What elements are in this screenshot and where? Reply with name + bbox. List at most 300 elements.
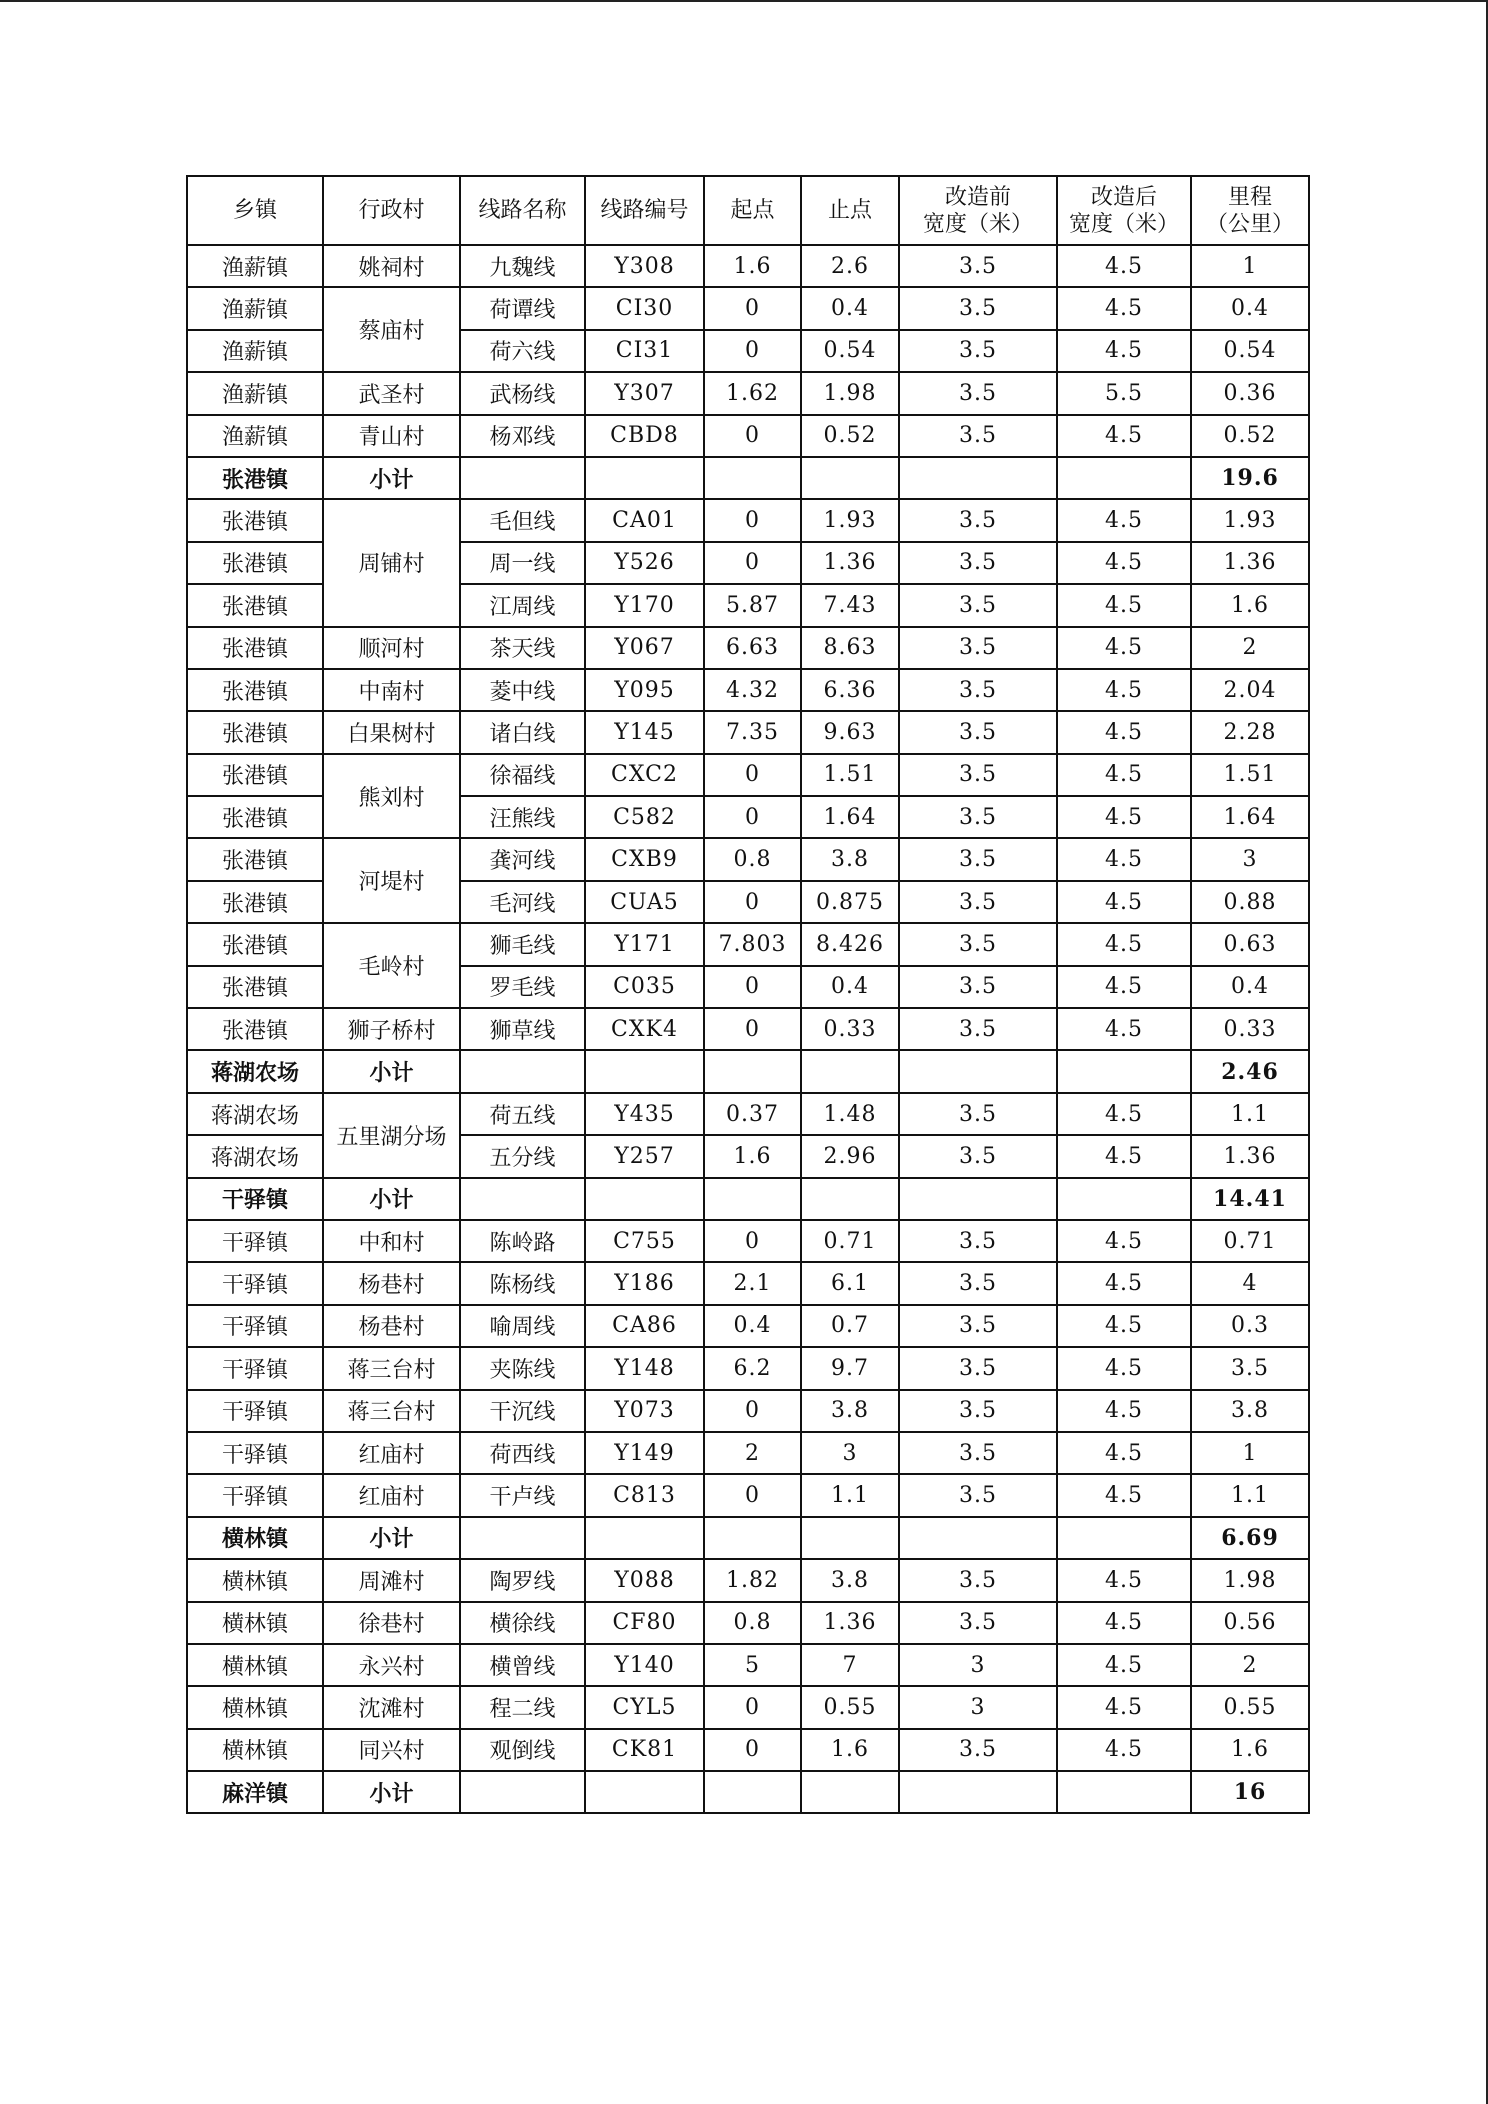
mileage-cell: 2.28 [1191, 711, 1309, 753]
route-code-cell: Y095 [585, 669, 704, 711]
village-cell: 徐巷村 [323, 1602, 460, 1644]
route-code-cell [585, 1771, 704, 1813]
end-cell: 0.71 [801, 1220, 899, 1262]
table-row [187, 1729, 1309, 1771]
mileage-cell: 0.52 [1191, 415, 1309, 457]
start-cell: 1.62 [704, 372, 801, 414]
mileage-cell: 1.6 [1191, 1729, 1309, 1771]
start-cell: 0 [704, 542, 801, 584]
route-code-cell: C035 [585, 966, 704, 1008]
subtotal-row [187, 1178, 1309, 1220]
route-code-cell: Y145 [585, 711, 704, 753]
width-after-cell: 4.5 [1057, 711, 1191, 753]
route-code-cell: CUA5 [585, 881, 704, 923]
end-cell: 8.426 [801, 923, 899, 965]
end-cell: 0.7 [801, 1305, 899, 1347]
end-cell: 0.54 [801, 330, 899, 372]
township-cell: 张港镇 [187, 627, 323, 669]
start-cell [704, 1178, 801, 1220]
village-cell: 周铺村 [323, 499, 460, 626]
width-after-cell: 4.5 [1057, 542, 1191, 584]
width-before-cell: 3.5 [899, 669, 1057, 711]
township-cell: 横林镇 [187, 1559, 323, 1601]
mileage-cell: 2 [1191, 627, 1309, 669]
village-cell: 中和村 [323, 1220, 460, 1262]
start-cell [704, 457, 801, 499]
width-before-cell: 3.5 [899, 754, 1057, 796]
route-code-cell: CA01 [585, 499, 704, 541]
township-cell: 干驿镇 [187, 1178, 323, 1220]
end-cell: 6.1 [801, 1262, 899, 1304]
village-cell: 小计 [323, 1771, 460, 1813]
width-before-cell: 3.5 [899, 1390, 1057, 1432]
route-name-cell: 狮草线 [460, 1008, 585, 1050]
width-after-cell: 4.5 [1057, 1093, 1191, 1135]
end-cell: 0.875 [801, 881, 899, 923]
mileage-cell: 3 [1191, 838, 1309, 880]
mileage-cell: 0.33 [1191, 1008, 1309, 1050]
route-name-cell: 罗毛线 [460, 966, 585, 1008]
width-before-cell: 3.5 [899, 838, 1057, 880]
mileage-cell: 3.8 [1191, 1390, 1309, 1432]
start-cell [704, 1050, 801, 1092]
start-cell: 0 [704, 1008, 801, 1050]
width-after-cell: 4.5 [1057, 330, 1191, 372]
route-name-cell: 陶罗线 [460, 1559, 585, 1601]
width-after-cell: 4.5 [1057, 415, 1191, 457]
subtotal-row [187, 1050, 1309, 1092]
route-name-cell: 毛但线 [460, 499, 585, 541]
township-cell: 干驿镇 [187, 1474, 323, 1516]
end-cell: 8.63 [801, 627, 899, 669]
width-before-cell: 3.5 [899, 584, 1057, 626]
mileage-cell: 1.51 [1191, 754, 1309, 796]
village-cell: 熊刘村 [323, 754, 460, 839]
width-before-cell: 3.5 [899, 1305, 1057, 1347]
end-cell: 1.93 [801, 499, 899, 541]
width-after-cell: 4.5 [1057, 627, 1191, 669]
width-before-cell: 3.5 [899, 1347, 1057, 1389]
width-after-cell: 4.5 [1057, 287, 1191, 329]
width-before-cell: 3.5 [899, 627, 1057, 669]
width-before-cell [899, 1771, 1057, 1813]
route-code-cell: Y308 [585, 245, 704, 287]
township-cell: 干驿镇 [187, 1262, 323, 1304]
township-cell: 张港镇 [187, 542, 323, 584]
width-after-cell [1057, 1178, 1191, 1220]
route-name-cell: 荷谭线 [460, 287, 585, 329]
end-cell [801, 1771, 899, 1813]
table-row [187, 372, 1309, 414]
route-code-cell: Y149 [585, 1432, 704, 1474]
route-name-cell [460, 457, 585, 499]
route-code-cell: Y067 [585, 627, 704, 669]
start-cell: 1.6 [704, 245, 801, 287]
width-after-cell: 4.5 [1057, 1220, 1191, 1262]
table-row [187, 1602, 1309, 1644]
route-name-cell: 茶天线 [460, 627, 585, 669]
width-before-cell: 3.5 [899, 1262, 1057, 1304]
village-cell: 同兴村 [323, 1729, 460, 1771]
mileage-cell: 4 [1191, 1262, 1309, 1304]
mileage-cell: 6.69 [1191, 1517, 1309, 1559]
width-after-cell: 4.5 [1057, 1559, 1191, 1601]
route-code-cell: CA86 [585, 1305, 704, 1347]
end-cell: 6.36 [801, 669, 899, 711]
end-cell: 1.36 [801, 542, 899, 584]
start-cell: 0.4 [704, 1305, 801, 1347]
width-before-cell: 3.5 [899, 1559, 1057, 1601]
village-cell: 杨巷村 [323, 1262, 460, 1304]
table-row [187, 838, 1309, 880]
route-name-cell [460, 1771, 585, 1813]
width-after-cell: 4.5 [1057, 499, 1191, 541]
township-cell: 干驿镇 [187, 1390, 323, 1432]
township-cell: 渔薪镇 [187, 287, 323, 329]
width-after-cell: 4.5 [1057, 245, 1191, 287]
width-before-cell: 3.5 [899, 1008, 1057, 1050]
table-row [187, 669, 1309, 711]
mileage-cell: 2.46 [1191, 1050, 1309, 1092]
width-after-cell [1057, 1050, 1191, 1092]
width-before-cell: 3.5 [899, 372, 1057, 414]
start-cell: 1.6 [704, 1135, 801, 1177]
route-name-cell: 杨邓线 [460, 415, 585, 457]
width-after-cell: 4.5 [1057, 1432, 1191, 1474]
width-after-cell: 4.5 [1057, 1135, 1191, 1177]
table-row [187, 499, 1309, 541]
township-cell: 横林镇 [187, 1729, 323, 1771]
route-code-cell: Y171 [585, 923, 704, 965]
start-cell: 2 [704, 1432, 801, 1474]
mileage-cell: 19.6 [1191, 457, 1309, 499]
table-row [187, 1347, 1309, 1389]
width-after-cell: 4.5 [1057, 923, 1191, 965]
start-cell: 0 [704, 1390, 801, 1432]
width-before-cell: 3.5 [899, 415, 1057, 457]
mileage-cell: 0.3 [1191, 1305, 1309, 1347]
mileage-cell: 1.1 [1191, 1093, 1309, 1135]
village-cell: 小计 [323, 1517, 460, 1559]
village-cell: 武圣村 [323, 372, 460, 414]
route-name-cell: 周一线 [460, 542, 585, 584]
width-after-cell [1057, 457, 1191, 499]
start-cell: 0 [704, 499, 801, 541]
end-cell: 1.36 [801, 1602, 899, 1644]
width-after-cell: 4.5 [1057, 1644, 1191, 1686]
village-cell: 杨巷村 [323, 1305, 460, 1347]
route-code-cell: CF80 [585, 1602, 704, 1644]
width-after-cell: 4.5 [1057, 1262, 1191, 1304]
start-cell: 0 [704, 1474, 801, 1516]
width-before-cell: 3.5 [899, 796, 1057, 838]
route-code-cell: CXK4 [585, 1008, 704, 1050]
mileage-cell: 0.4 [1191, 287, 1309, 329]
start-cell: 0 [704, 796, 801, 838]
road-renovation-table [186, 175, 1310, 1814]
start-cell [704, 1771, 801, 1813]
table-row [187, 627, 1309, 669]
end-cell [801, 1517, 899, 1559]
route-code-cell: C755 [585, 1220, 704, 1262]
header-mileage: 里程 （公里） [1191, 176, 1309, 245]
route-code-cell: C582 [585, 796, 704, 838]
township-cell: 横林镇 [187, 1602, 323, 1644]
table-row [187, 1220, 1309, 1262]
mileage-cell: 0.55 [1191, 1686, 1309, 1728]
route-name-cell: 龚河线 [460, 838, 585, 880]
subtotal-row [187, 457, 1309, 499]
start-cell: 0 [704, 415, 801, 457]
route-name-cell: 菱中线 [460, 669, 585, 711]
township-cell: 张港镇 [187, 881, 323, 923]
header-township: 乡镇 [187, 176, 323, 245]
mileage-cell: 1.98 [1191, 1559, 1309, 1601]
header-start: 起点 [704, 176, 801, 245]
route-code-cell: Y435 [585, 1093, 704, 1135]
table-row [187, 1644, 1309, 1686]
route-name-cell: 陈岭路 [460, 1220, 585, 1262]
township-cell: 麻洋镇 [187, 1771, 323, 1813]
mileage-cell: 16 [1191, 1771, 1309, 1813]
table-row [187, 754, 1309, 796]
township-cell: 张港镇 [187, 923, 323, 965]
township-cell: 干驿镇 [187, 1432, 323, 1474]
route-name-cell [460, 1050, 585, 1092]
width-before-cell: 3.5 [899, 1093, 1057, 1135]
route-code-cell: C813 [585, 1474, 704, 1516]
header-width-after: 改造后 宽度（米） [1057, 176, 1191, 245]
township-cell: 张港镇 [187, 711, 323, 753]
village-cell: 沈滩村 [323, 1686, 460, 1728]
route-code-cell [585, 457, 704, 499]
village-cell: 五里湖分场 [323, 1093, 460, 1178]
end-cell: 0.4 [801, 966, 899, 1008]
end-cell: 7.43 [801, 584, 899, 626]
village-cell: 小计 [323, 1178, 460, 1220]
village-cell: 红庙村 [323, 1432, 460, 1474]
route-name-cell: 九魏线 [460, 245, 585, 287]
route-code-cell: Y170 [585, 584, 704, 626]
route-code-cell: CXB9 [585, 838, 704, 880]
end-cell: 1.1 [801, 1474, 899, 1516]
township-cell: 张港镇 [187, 584, 323, 626]
township-cell: 渔薪镇 [187, 372, 323, 414]
township-cell: 张港镇 [187, 838, 323, 880]
end-cell: 9.63 [801, 711, 899, 753]
route-name-cell: 干沉线 [460, 1390, 585, 1432]
width-after-cell: 4.5 [1057, 1474, 1191, 1516]
start-cell: 5 [704, 1644, 801, 1686]
mileage-cell: 14.41 [1191, 1178, 1309, 1220]
road-table-container [186, 175, 1308, 1814]
route-name-cell: 喻周线 [460, 1305, 585, 1347]
width-after-cell: 4.5 [1057, 881, 1191, 923]
end-cell: 2.6 [801, 245, 899, 287]
width-after-cell [1057, 1771, 1191, 1813]
township-cell: 张港镇 [187, 499, 323, 541]
mileage-cell: 1.36 [1191, 542, 1309, 584]
township-cell: 蒋湖农场 [187, 1135, 323, 1177]
end-cell: 0.4 [801, 287, 899, 329]
width-after-cell: 4.5 [1057, 838, 1191, 880]
start-cell: 0 [704, 754, 801, 796]
township-cell: 干驿镇 [187, 1220, 323, 1262]
township-cell: 张港镇 [187, 1008, 323, 1050]
start-cell: 7.35 [704, 711, 801, 753]
start-cell: 0 [704, 1686, 801, 1728]
start-cell: 7.803 [704, 923, 801, 965]
start-cell: 4.32 [704, 669, 801, 711]
end-cell: 1.51 [801, 754, 899, 796]
mileage-cell: 3.5 [1191, 1347, 1309, 1389]
table-row [187, 1008, 1309, 1050]
width-before-cell: 3.5 [899, 1220, 1057, 1262]
route-name-cell: 荷六线 [460, 330, 585, 372]
width-before-cell: 3.5 [899, 1474, 1057, 1516]
route-name-cell: 横徐线 [460, 1602, 585, 1644]
township-cell: 干驿镇 [187, 1305, 323, 1347]
width-before-cell: 3.5 [899, 966, 1057, 1008]
width-before-cell: 3.5 [899, 499, 1057, 541]
end-cell: 1.98 [801, 372, 899, 414]
header-route-name: 线路名称 [460, 176, 585, 245]
start-cell: 2.1 [704, 1262, 801, 1304]
mileage-cell: 0.63 [1191, 923, 1309, 965]
width-before-cell: 3.5 [899, 330, 1057, 372]
start-cell: 6.63 [704, 627, 801, 669]
township-cell: 渔薪镇 [187, 245, 323, 287]
township-cell: 渔薪镇 [187, 415, 323, 457]
village-cell: 狮子桥村 [323, 1008, 460, 1050]
route-name-cell: 夹陈线 [460, 1347, 585, 1389]
mileage-cell: 0.36 [1191, 372, 1309, 414]
village-cell: 蒋三台村 [323, 1347, 460, 1389]
route-name-cell: 荷五线 [460, 1093, 585, 1135]
route-name-cell: 观倒线 [460, 1729, 585, 1771]
width-before-cell: 3 [899, 1644, 1057, 1686]
width-after-cell: 4.5 [1057, 1390, 1191, 1432]
route-code-cell: Y526 [585, 542, 704, 584]
route-name-cell: 干卢线 [460, 1474, 585, 1516]
width-after-cell: 5.5 [1057, 372, 1191, 414]
table-row [187, 923, 1309, 965]
width-after-cell: 4.5 [1057, 1729, 1191, 1771]
table-row [187, 1432, 1309, 1474]
route-code-cell: Y148 [585, 1347, 704, 1389]
table-row [187, 1262, 1309, 1304]
township-cell: 蒋湖农场 [187, 1050, 323, 1092]
start-cell: 6.2 [704, 1347, 801, 1389]
table-row [187, 1390, 1309, 1432]
table-row [187, 287, 1309, 329]
township-cell: 横林镇 [187, 1686, 323, 1728]
village-cell: 小计 [323, 457, 460, 499]
village-cell: 红庙村 [323, 1474, 460, 1516]
width-after-cell: 4.5 [1057, 1347, 1191, 1389]
township-cell: 张港镇 [187, 796, 323, 838]
width-before-cell [899, 1178, 1057, 1220]
village-cell: 周滩村 [323, 1559, 460, 1601]
village-cell: 姚祠村 [323, 245, 460, 287]
header-village: 行政村 [323, 176, 460, 245]
start-cell: 0 [704, 881, 801, 923]
start-cell: 0 [704, 287, 801, 329]
village-cell: 白果树村 [323, 711, 460, 753]
start-cell: 0 [704, 1220, 801, 1262]
route-name-cell: 程二线 [460, 1686, 585, 1728]
mileage-cell: 1.64 [1191, 796, 1309, 838]
end-cell: 2.96 [801, 1135, 899, 1177]
route-name-cell [460, 1178, 585, 1220]
route-name-cell: 诸白线 [460, 711, 585, 753]
route-name-cell: 武杨线 [460, 372, 585, 414]
start-cell: 1.82 [704, 1559, 801, 1601]
township-cell: 张港镇 [187, 966, 323, 1008]
width-after-cell: 4.5 [1057, 1305, 1191, 1347]
width-before-cell: 3.5 [899, 881, 1057, 923]
route-name-cell: 徐福线 [460, 754, 585, 796]
start-cell: 0.37 [704, 1093, 801, 1135]
route-code-cell: CBD8 [585, 415, 704, 457]
township-cell: 横林镇 [187, 1644, 323, 1686]
route-code-cell: CI30 [585, 287, 704, 329]
width-before-cell [899, 457, 1057, 499]
start-cell [704, 1517, 801, 1559]
end-cell: 3.8 [801, 1390, 899, 1432]
route-code-cell: Y073 [585, 1390, 704, 1432]
width-after-cell: 4.5 [1057, 754, 1191, 796]
township-cell: 渔薪镇 [187, 330, 323, 372]
route-name-cell: 五分线 [460, 1135, 585, 1177]
township-cell: 张港镇 [187, 669, 323, 711]
township-cell: 干驿镇 [187, 1347, 323, 1389]
width-after-cell [1057, 1517, 1191, 1559]
village-cell: 小计 [323, 1050, 460, 1092]
route-name-cell: 横曾线 [460, 1644, 585, 1686]
width-before-cell [899, 1050, 1057, 1092]
route-name-cell: 毛河线 [460, 881, 585, 923]
route-code-cell: Y186 [585, 1262, 704, 1304]
mileage-cell: 1.1 [1191, 1474, 1309, 1516]
width-after-cell: 4.5 [1057, 584, 1191, 626]
table-row [187, 245, 1309, 287]
mileage-cell: 2.04 [1191, 669, 1309, 711]
village-cell: 河堤村 [323, 838, 460, 923]
mileage-cell: 0.88 [1191, 881, 1309, 923]
start-cell: 0 [704, 1729, 801, 1771]
mileage-cell: 1.6 [1191, 584, 1309, 626]
subtotal-row [187, 1771, 1309, 1813]
width-before-cell: 3.5 [899, 1602, 1057, 1644]
village-cell: 蔡庙村 [323, 287, 460, 372]
end-cell: 9.7 [801, 1347, 899, 1389]
village-cell: 永兴村 [323, 1644, 460, 1686]
width-before-cell: 3 [899, 1686, 1057, 1728]
width-before-cell: 3.5 [899, 1432, 1057, 1474]
route-code-cell: CI31 [585, 330, 704, 372]
route-name-cell: 狮毛线 [460, 923, 585, 965]
end-cell: 3.8 [801, 838, 899, 880]
width-before-cell: 3.5 [899, 542, 1057, 584]
end-cell [801, 1178, 899, 1220]
route-code-cell: Y140 [585, 1644, 704, 1686]
route-code-cell: Y307 [585, 372, 704, 414]
width-before-cell [899, 1517, 1057, 1559]
header-route-code: 线路编号 [585, 176, 704, 245]
mileage-cell: 1 [1191, 245, 1309, 287]
route-name-cell [460, 1517, 585, 1559]
